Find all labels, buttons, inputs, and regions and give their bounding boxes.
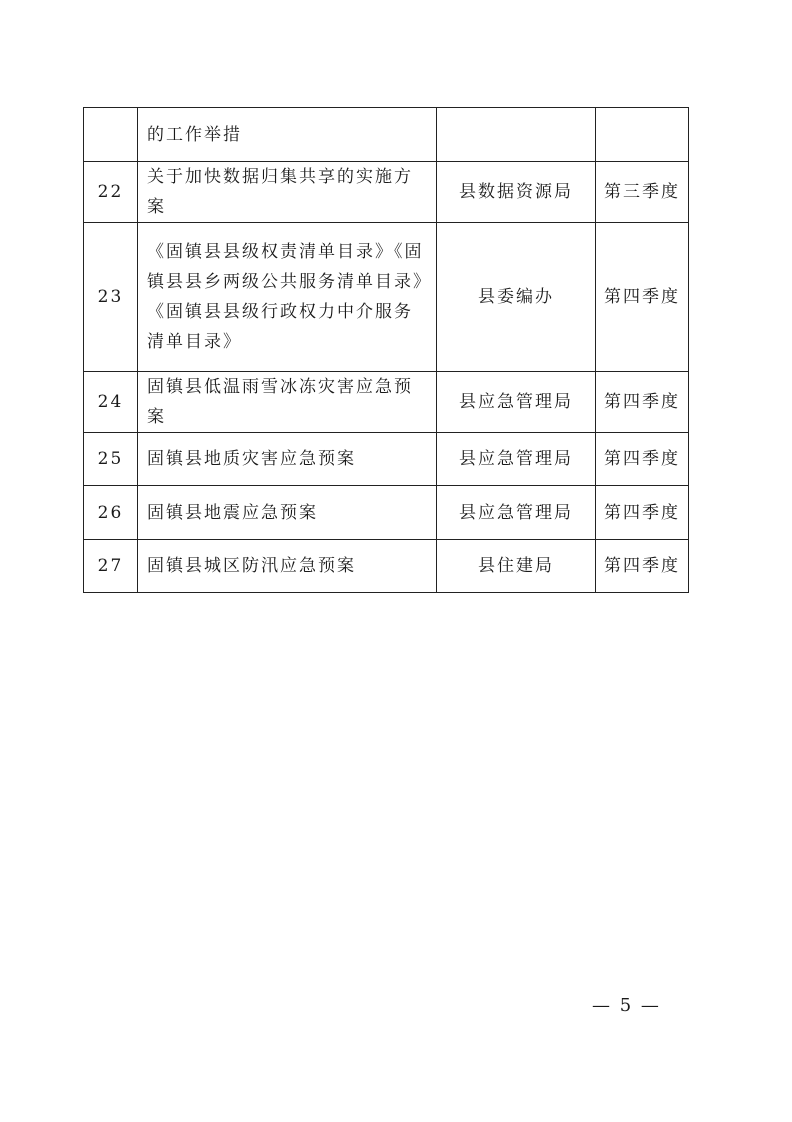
deadline: 第四季度 (596, 486, 689, 540)
row-number: 27 (84, 540, 138, 593)
responsible-unit: 县数据资源局 (437, 162, 596, 223)
document-name-text: 固镇县低温雨雪冰冻灾害应急预案 (147, 377, 413, 427)
row-number: 22 (84, 162, 138, 223)
responsible-unit (437, 108, 596, 162)
responsible-unit: 县住建局 (437, 540, 596, 593)
document-name (138, 162, 437, 223)
row-number (84, 108, 138, 162)
responsible-unit: 县应急管理局 (437, 486, 596, 540)
page-number: — 5 — (592, 995, 661, 1016)
document-name-text: 固镇县地质灾害应急预案 (147, 449, 356, 469)
table-row (84, 162, 689, 223)
deadline (596, 108, 689, 162)
document-name-text: 固镇县地震应急预案 (147, 502, 318, 523)
document-name-text: 关于加快数据归集共享的实施方案 (147, 167, 413, 217)
deadline: 第三季度 (596, 162, 689, 223)
table-row (84, 540, 689, 593)
row-number: 26 (84, 486, 138, 540)
document-name (138, 540, 437, 593)
table-row (84, 433, 689, 486)
document-name (138, 486, 437, 540)
row-number: 25 (84, 433, 138, 486)
document-table (83, 107, 689, 593)
document-name (138, 223, 437, 372)
deadline: 第四季度 (596, 223, 689, 372)
document-name (138, 108, 437, 162)
table-row (84, 372, 689, 433)
row-number: 23 (84, 223, 138, 372)
table-row (84, 223, 689, 372)
responsible-unit: 县应急管理局 (437, 372, 596, 433)
document-name (138, 433, 437, 486)
responsible-unit: 县应急管理局 (437, 433, 596, 486)
deadline: 第四季度 (596, 433, 689, 486)
document-name-text: 《固镇县县级权责清单目录》《固镇县县乡两级公共服务清单目录》《固镇县县级行政权力中介服务清单目录》 (147, 242, 424, 352)
deadline: 第四季度 (596, 372, 689, 433)
responsible-unit: 县委编办 (437, 223, 596, 372)
deadline: 第四季度 (596, 540, 689, 593)
row-number: 24 (84, 372, 138, 433)
table-row (84, 108, 689, 162)
table-row (84, 486, 689, 540)
document-name (138, 372, 437, 433)
document-name-text: 的工作举措 (147, 124, 242, 145)
document-name-text: 固镇县城区防汛应急预案 (147, 556, 356, 576)
